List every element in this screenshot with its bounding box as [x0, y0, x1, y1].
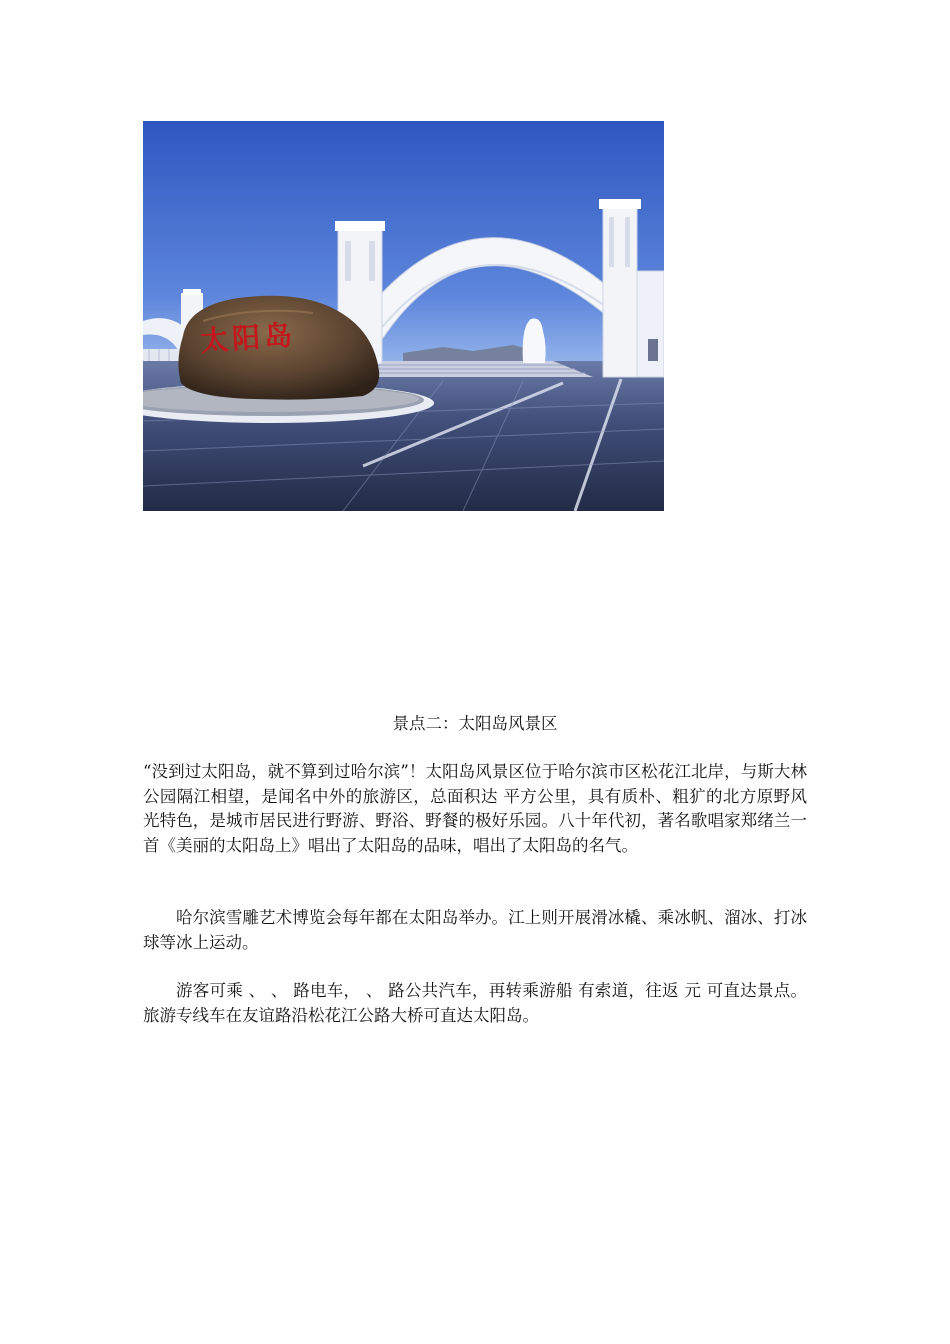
sun-island-gate-image: [143, 121, 664, 511]
paragraph-events: 哈尔滨雪雕艺术博览会每年都在太阳岛举办。江上则开展滑冰橇、乘冰帆、溜冰、打冰球等冰上运动。: [143, 908, 807, 952]
paragraph-intro: “没到过太阳岛，就不算到过哈尔滨”！太阳岛风景区位于哈尔滨市区松花江北岸，与斯大林公园隔江相望，是闻名中外的旅游区，总面积达 平方公里，具有质朴、粗犷的北方原野风光特色，是城市居民进行野游、野浴、野餐的极好乐园。八十年代初，著名歌唱家郑绪兰一首《美丽的太阳岛上》唱出了太阳岛的品味，唱出了太阳岛的名气。: [143, 762, 807, 855]
right-building: [637, 271, 664, 377]
rock-inscription: 太阳岛: [199, 318, 298, 358]
paragraph-transport: 游客可乘 、 、 路电车， 、 路公共汽车，再转乘游船 有索道，往返 元 可直达景点。旅游专线车在友谊路沿松花江公路大桥可直达太阳岛。: [143, 981, 807, 1025]
section-heading: 景点二：太阳岛风景区: [392, 714, 558, 733]
right-arch-pillar: [603, 207, 637, 377]
sun-island-photo: [143, 121, 664, 511]
